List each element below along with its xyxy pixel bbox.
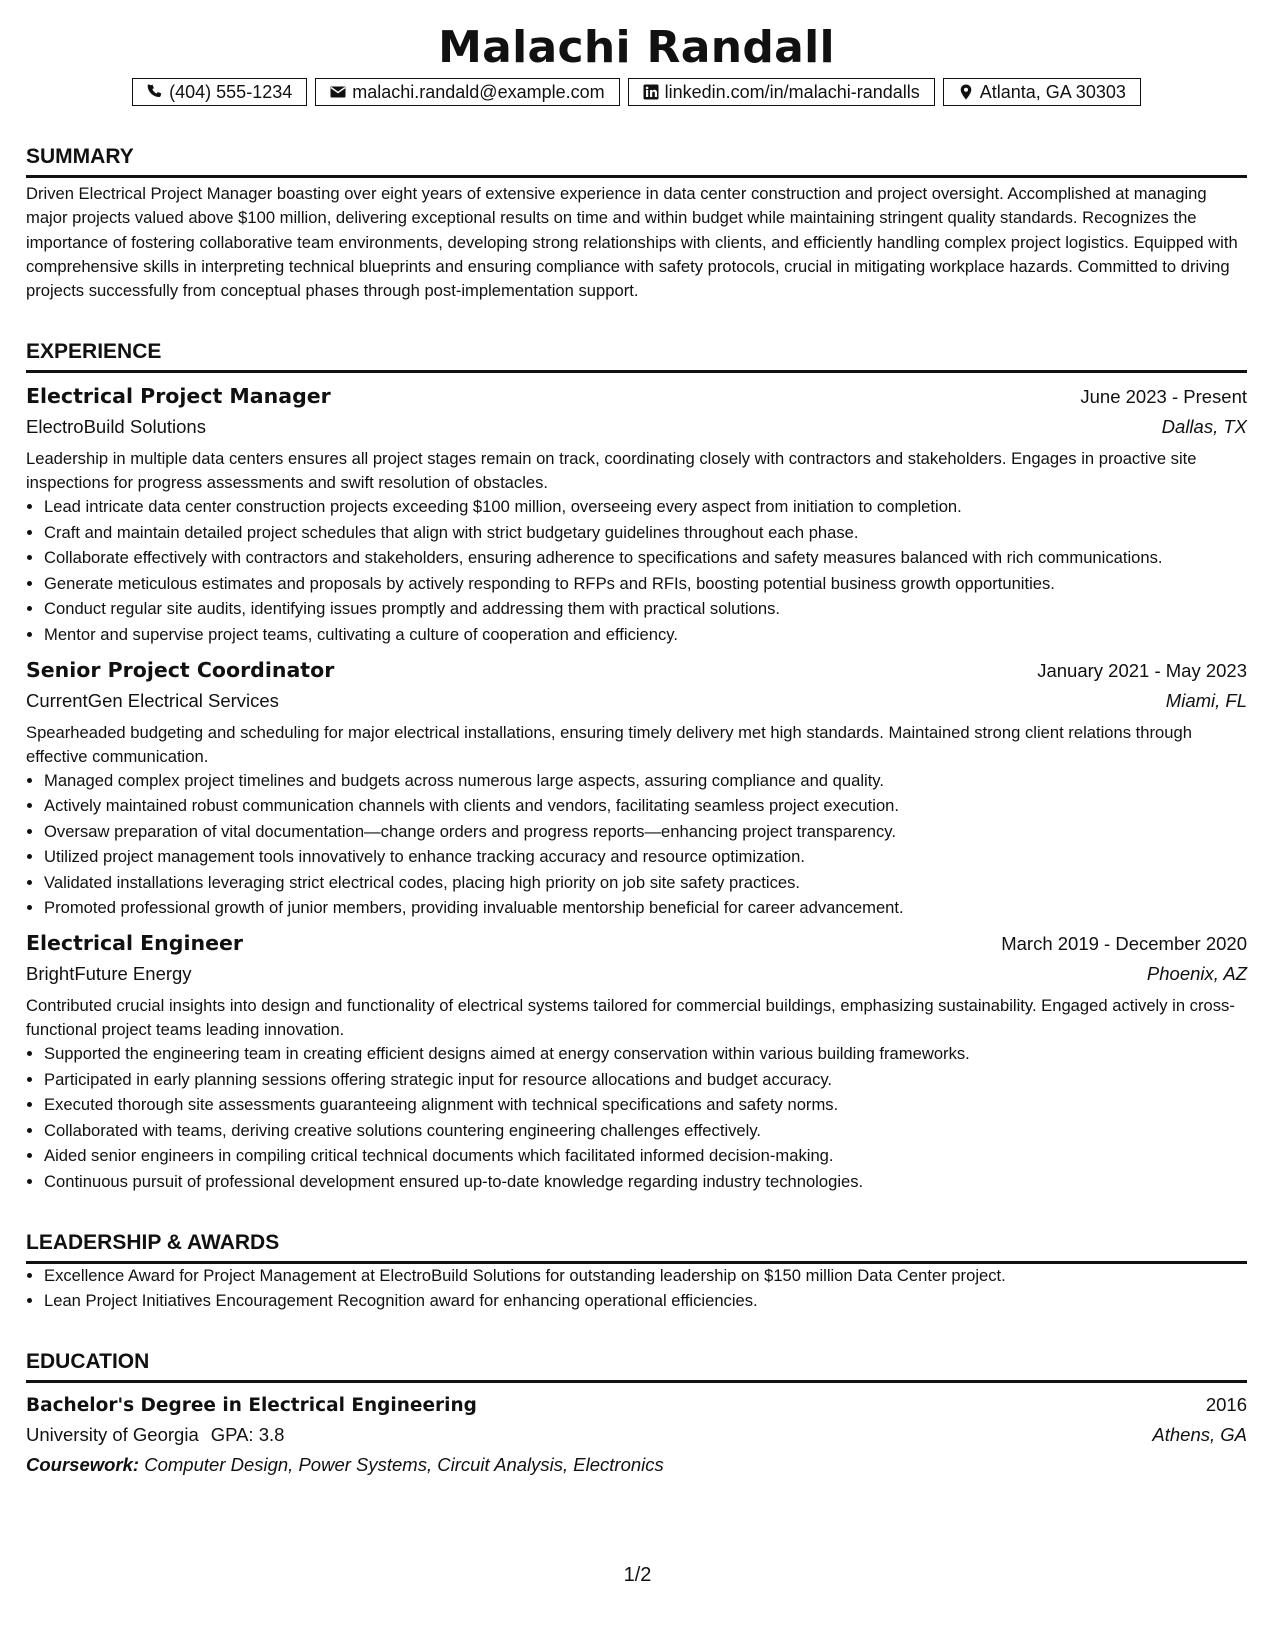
contact-linkedin[interactable] <box>628 78 935 106</box>
summary-heading: SUMMARY <box>26 144 1247 178</box>
list-item: • Validated installations leveraging strict electrical codes, placing high priority on job site safety practices. <box>44 871 1247 895</box>
job-description: Leadership in multiple data centers ensures all project stages remain on track, coordinating closely with contractors and stakeholders. Engages in proactive site inspections for progress assessments and swift resolution of obstacles. <box>26 449 1197 493</box>
resume-page <box>26 0 1247 1480</box>
contact-phone[interactable] <box>132 78 307 106</box>
contact-linkedin-text: linkedin.com/in/malachi-randalls <box>664 81 920 102</box>
list-item: • Craft and maintain detailed project schedules that align with strict budgetary guidelines throughout each phase. <box>44 521 1247 545</box>
job-company: BrightFuture Energy <box>26 963 192 985</box>
linkedin-icon <box>643 84 659 100</box>
job-bullets <box>26 1042 1247 1194</box>
list-item: • Executed thorough site assessments guaranteeing alignment with technical specifications and safety norms. <box>44 1093 1247 1117</box>
list-item: • Lean Project Initiatives Encouragement Recognition award for enhancing operational efficiencies. <box>44 1289 1247 1313</box>
job-bullets <box>26 769 1247 921</box>
list-item: • Actively maintained robust communication channels with clients and vendors, facilitating seamless project execution. <box>44 794 1247 818</box>
education-year: 2016 <box>1205 1394 1247 1416</box>
phone-icon <box>147 84 163 100</box>
envelope-icon <box>330 84 346 100</box>
education-degree: Bachelor's Degree in Electrical Engineering <box>26 1395 477 1417</box>
job-description: Contributed crucial insights into design and functionality of electrical systems tailored for commercial buildings, emphasizing sustainability. Engaged actively in cross-functional project teams leading innovation. <box>26 996 1235 1040</box>
list-item: • Participated in early planning sessions offering strategic input for resource allocations and budget accuracy. <box>44 1068 1247 1092</box>
job-entry <box>26 655 1247 921</box>
summary-text: Driven Electrical Project Manager boasting over eight years of extensive experience in data center construction and project oversight. Accomplished at managing major projects valued above $100 million, delivering exceptional results on time and within budget while maintaining stringent quality standards. Recognizes the importance of fostering collaborative team environments, developing strong relationships with clients, and efficiently handling complex project logistics. Equipped with comprehensive skills in interpreting technical blueprints and ensuring compliance with safety protocols, crucial in mitigating workplace hazards. Committed to driving projects successfully from conceptual phases through post-implementation support. <box>26 184 1238 301</box>
job-dates: January 2021 - May 2023 <box>1037 659 1247 681</box>
list-item: • Conduct regular site audits, identifying issues promptly and addressing them with practical solutions. <box>44 597 1247 621</box>
list-item: • Promoted professional growth of junior members, providing invaluable mentorship beneficial for career advancement. <box>44 896 1247 920</box>
job-company: CurrentGen Electrical Services <box>26 689 279 711</box>
job-dates: June 2023 - Present <box>1080 386 1247 408</box>
job-entry <box>26 381 1247 647</box>
list-item: • Generate meticulous estimates and proposals by actively responding to RFPs and RFIs, boosting potential business growth opportunities. <box>44 572 1247 596</box>
contact-location-text: Atlanta, GA 30303 <box>979 81 1126 102</box>
map-pin-icon <box>958 84 974 100</box>
awards-heading: LEADERSHIP & AWARDS <box>26 1230 1247 1264</box>
list-item: • Lead intricate data center construction projects exceeding $100 million, overseeing every aspect from initiation to completion. <box>44 495 1247 519</box>
contact-phone-text: (404) 555-1234 <box>169 81 293 102</box>
coursework-list: Computer Design, Power Systems, Circuit Analysis, Electronics <box>144 1454 664 1476</box>
job-dates: March 2019 - December 2020 <box>1001 933 1247 955</box>
job-title: Electrical Project Manager <box>26 384 331 409</box>
job-location: Miami, FL <box>1165 689 1247 711</box>
education-coursework <box>26 1450 1247 1480</box>
list-item: • Oversaw preparation of vital documentation—change orders and progress reports—enhancing project transparency. <box>44 820 1247 844</box>
list-item: • Continuous pursuit of professional development ensured up-to-date knowledge regarding industry technologies. <box>44 1170 1247 1194</box>
education-location: Athens, GA <box>1152 1424 1247 1446</box>
coursework-label: Coursework: <box>26 1454 140 1476</box>
contact-bar <box>26 78 1247 106</box>
job-title: Senior Project Coordinator <box>26 657 335 682</box>
education-school: University of Georgia <box>26 1424 199 1446</box>
contact-location[interactable] <box>943 78 1141 106</box>
list-item: • Collaborated with teams, deriving creative solutions countering engineering challenges effectively. <box>44 1119 1247 1143</box>
list-item: • Supported the engineering team in creating efficient designs aimed at energy conservation within various building frameworks. <box>44 1042 1247 1066</box>
list-item: • Collaborate effectively with contractors and stakeholders, ensuring adherence to specifications and safety measures balanced with rich communications. <box>44 546 1247 570</box>
list-item: • Mentor and supervise project teams, cultivating a culture of cooperation and efficiency. <box>44 623 1247 647</box>
education-gpa: GPA: 3.8 <box>210 1424 285 1446</box>
job-location: Phoenix, AZ <box>1146 963 1247 985</box>
candidate-name: Malachi Randall <box>438 22 835 73</box>
contact-email-text: malachi.randald@example.com <box>352 81 605 102</box>
experience-heading: EXPERIENCE <box>26 339 1247 373</box>
job-title: Electrical Engineer <box>26 931 243 956</box>
job-entry <box>26 928 1247 1194</box>
list-item: • Aided senior engineers in compiling critical technical documents which facilitated informed decision-making. <box>44 1144 1247 1168</box>
job-bullets <box>26 495 1247 647</box>
job-location: Dallas, TX <box>1161 416 1247 438</box>
contact-email[interactable] <box>315 78 619 106</box>
page-number: 1/2 <box>623 1564 652 1586</box>
job-description: Spearheaded budgeting and scheduling for major electrical installations, ensuring timely delivery met high standards. Maintained strong client relations through effective communication. <box>26 722 1192 766</box>
education-heading: EDUCATION <box>26 1349 1247 1383</box>
job-company: ElectroBuild Solutions <box>26 416 206 438</box>
list-item: • Utilized project management tools innovatively to enhance tracking accuracy and resource optimization. <box>44 845 1247 869</box>
awards-list <box>26 1264 1247 1314</box>
list-item: • Managed complex project timelines and budgets across numerous large aspects, assuring compliance and quality. <box>44 769 1247 793</box>
list-item: • Excellence Award for Project Management at ElectroBuild Solutions for outstanding leadership on $150 million Data Center project. <box>44 1264 1247 1288</box>
